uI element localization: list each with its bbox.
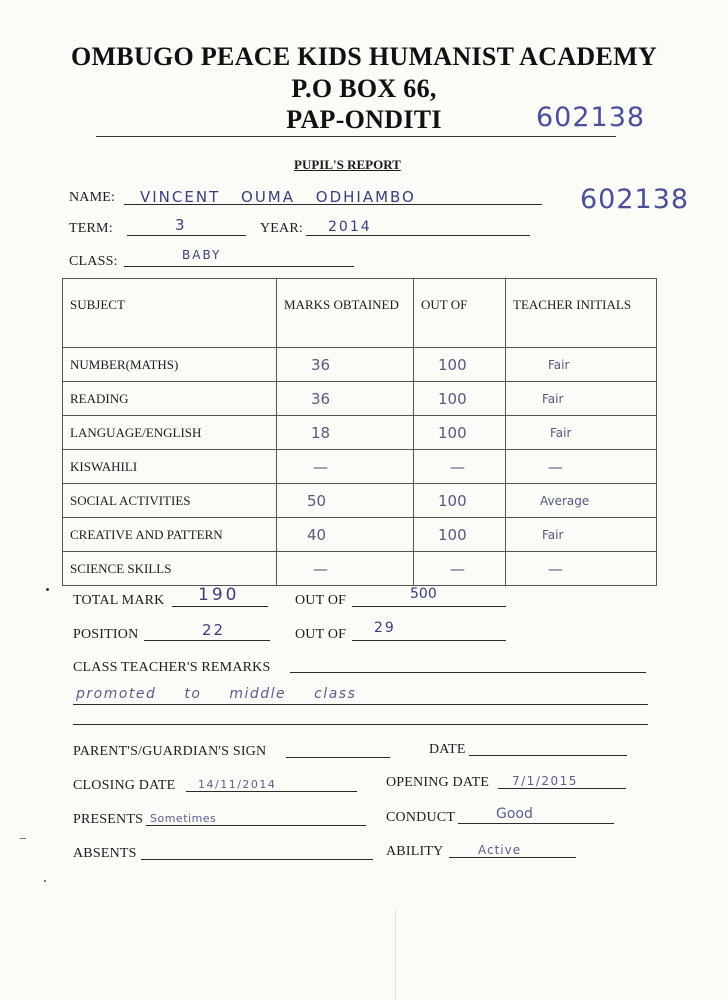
total-out-of-label: OUT OF — [295, 593, 347, 608]
presents-line — [146, 825, 366, 826]
marks-cell: 40 — [277, 518, 414, 552]
subject-cell: KISWAHILI — [63, 450, 277, 484]
initials-cell: — — [506, 450, 657, 484]
initials-cell: Average — [506, 484, 657, 518]
table-row — [63, 552, 657, 586]
subject-cell: SOCIAL ACTIVITIES — [63, 484, 277, 518]
position-value: 22 — [202, 621, 226, 639]
report-title: PUPIL'S REPORT — [294, 157, 401, 172]
table-row — [63, 416, 657, 450]
school-address: P.O BOX 66, — [291, 74, 437, 103]
initials-cell: Fair — [506, 348, 657, 382]
year-line — [306, 235, 530, 236]
header-out-of: OUT OF — [414, 279, 506, 348]
out-of-cell: 100 — [414, 484, 506, 518]
name-label: NAME: — [69, 190, 116, 205]
remarks-line-3 — [73, 724, 648, 725]
absents-label: ABSENTS — [73, 846, 137, 861]
table-row — [63, 484, 657, 518]
conduct-value: Good — [496, 806, 533, 822]
subject-cell: NUMBER(MATHS) — [63, 348, 277, 382]
parent-sign-line — [286, 757, 390, 758]
year-value: 2014 — [328, 219, 372, 235]
marks-cell: 50 — [277, 484, 414, 518]
closing-date-line — [186, 791, 357, 792]
ability-line — [449, 857, 576, 858]
remarks-label: CLASS TEACHER'S REMARKS — [73, 660, 271, 675]
initials-cell: — — [506, 552, 657, 586]
marks-cell: 36 — [277, 382, 414, 416]
remarks-line-1 — [290, 672, 646, 673]
position-out-of-line — [352, 640, 506, 641]
table-row — [63, 348, 657, 382]
out-of-cell: 100 — [414, 518, 506, 552]
table-row — [63, 450, 657, 484]
header-marks: MARKS OBTAINED — [277, 279, 414, 348]
conduct-label: CONDUCT — [386, 810, 456, 825]
school-name: OMBUGO PEACE KIDS HUMANIST ACADEMY — [70, 42, 658, 71]
position-label: POSITION — [73, 627, 139, 642]
ability-value: Active — [478, 843, 522, 857]
term-value: 3 — [175, 216, 185, 234]
subject-cell: SCIENCE SKILLS — [63, 552, 277, 586]
out-of-cell: 100 — [414, 348, 506, 382]
ability-label: ABILITY — [386, 844, 444, 859]
table-row — [63, 382, 657, 416]
out-of-cell: — — [414, 552, 506, 586]
opening-date-value: 7/1/2015 — [512, 774, 578, 788]
date-line — [469, 755, 627, 756]
class-label: CLASS: — [69, 254, 118, 269]
presents-label: PRESENTS — [73, 812, 144, 827]
opening-date-line — [498, 788, 626, 789]
stamp-number-top: 602138 — [536, 102, 646, 133]
name-value: VINCENT OUMA ODHIAMBO — [140, 188, 416, 206]
marks-cell: — — [277, 450, 414, 484]
presents-value: Sometimes — [150, 812, 217, 825]
scan-mark — [44, 880, 46, 882]
scan-mark — [46, 588, 49, 591]
date-label: DATE — [429, 742, 466, 757]
initials-cell: Fair — [506, 518, 657, 552]
header-subject: SUBJECT — [63, 279, 277, 348]
total-mark-line — [172, 606, 268, 607]
absents-line — [141, 859, 373, 860]
scan-fold — [395, 910, 396, 1000]
scan-mark — [20, 838, 26, 839]
year-label: YEAR: — [260, 221, 303, 236]
position-line — [144, 640, 270, 641]
header-underline — [96, 136, 616, 137]
position-out-of-value: 29 — [374, 620, 396, 636]
marks-cell: — — [277, 552, 414, 586]
class-line — [124, 266, 354, 267]
remarks-value: promoted to middle class — [76, 686, 357, 702]
table-row — [63, 518, 657, 552]
term-label: TERM: — [69, 221, 113, 236]
initials-cell: Fair — [506, 382, 657, 416]
parent-sign-label: PARENT'S/GUARDIAN'S SIGN — [73, 744, 267, 759]
stamp-number-side: 602138 — [580, 184, 690, 215]
total-mark-value: 190 — [198, 585, 240, 605]
marks-cell: 36 — [277, 348, 414, 382]
grades-table — [62, 278, 657, 586]
term-line — [127, 235, 246, 236]
header-initials: TEACHER INITIALS — [506, 279, 657, 348]
initials-cell: Fair — [506, 416, 657, 450]
total-mark-label: TOTAL MARK — [73, 593, 165, 608]
opening-date-label: OPENING DATE — [386, 775, 490, 790]
marks-cell: 18 — [277, 416, 414, 450]
total-out-of-value: 500 — [410, 586, 437, 602]
subject-cell: LANGUAGE/ENGLISH — [63, 416, 277, 450]
class-value: BABY — [182, 248, 222, 262]
out-of-cell: — — [414, 450, 506, 484]
total-out-of-line — [352, 606, 506, 607]
position-out-of-label: OUT OF — [295, 627, 347, 642]
out-of-cell: 100 — [414, 382, 506, 416]
subject-cell: READING — [63, 382, 277, 416]
remarks-line-2 — [73, 704, 648, 705]
table-header-row — [63, 279, 657, 348]
school-location: PAP-ONDITI — [286, 105, 442, 134]
out-of-cell: 100 — [414, 416, 506, 450]
closing-date-value: 14/11/2014 — [198, 778, 277, 791]
closing-date-label: CLOSING DATE — [73, 778, 176, 793]
subject-cell: CREATIVE AND PATTERN — [63, 518, 277, 552]
conduct-line — [458, 823, 614, 824]
